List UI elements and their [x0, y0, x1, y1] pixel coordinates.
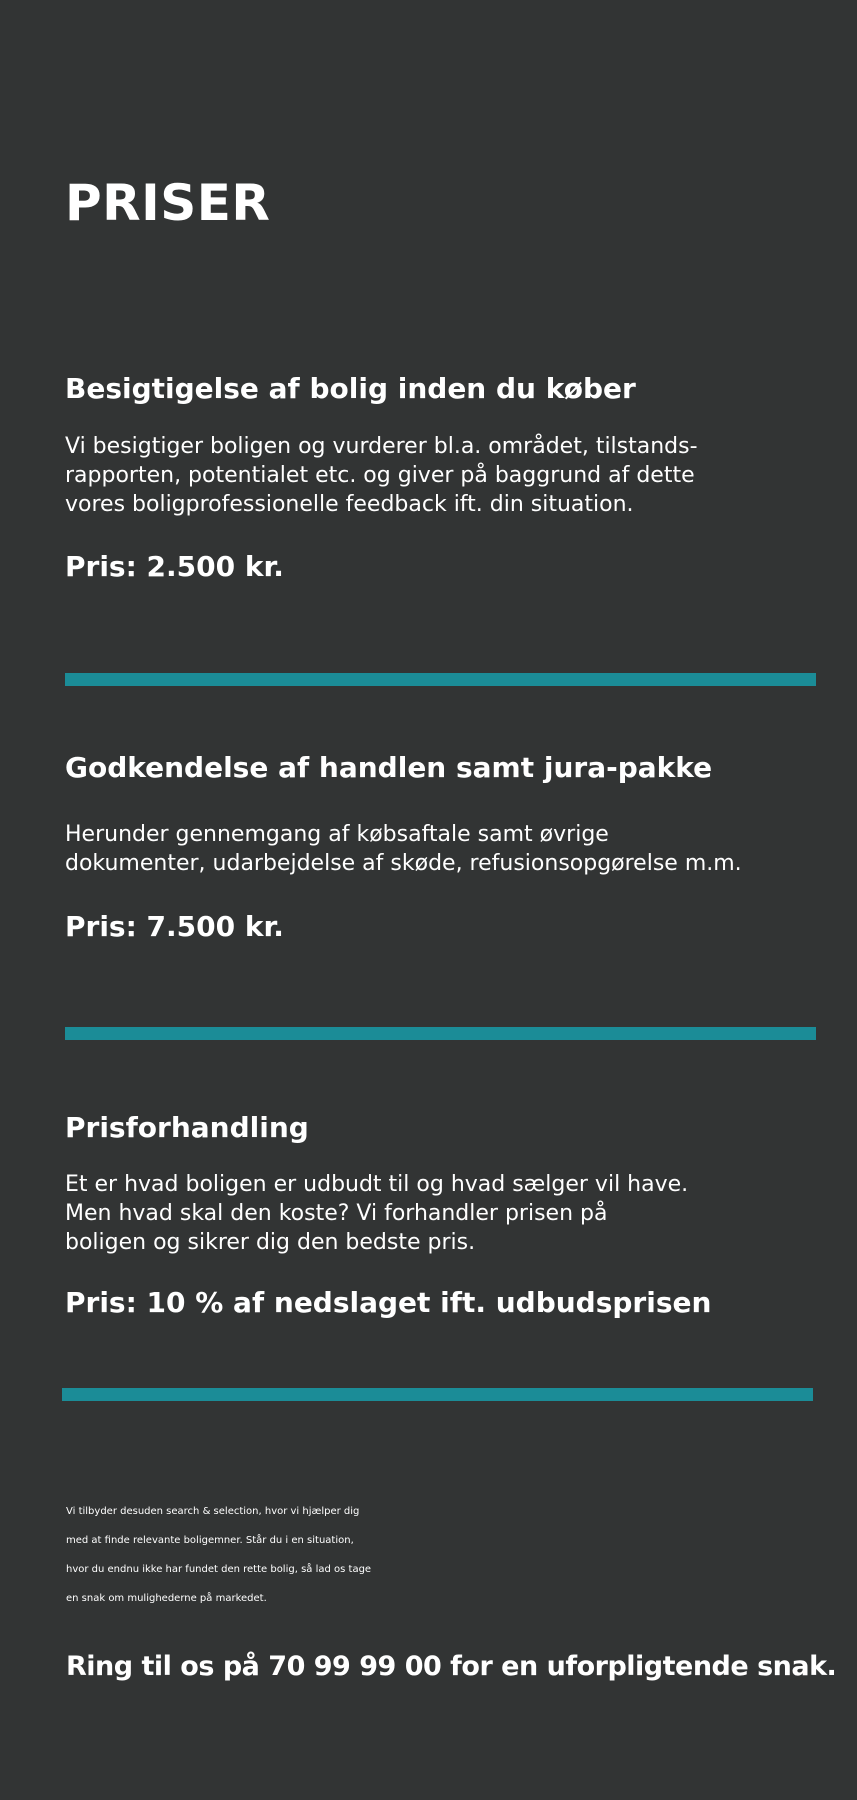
- section-price: Pris: 2.500 kr.: [65, 550, 284, 583]
- section-divider: [65, 1027, 816, 1040]
- footer-line: hvor du endnu ikke har fundet den rette bolig, så lad os tage: [66, 1564, 372, 1575]
- description-line: vores boligprofessionelle feedback ift. din situation.: [65, 492, 634, 517]
- section-description: [65, 820, 845, 878]
- description-line: boligen og sikrer dig den bedste pris.: [65, 1230, 476, 1255]
- section-divider: [65, 673, 816, 686]
- footer-line: med at finde relevante boligemner. Står du i en situation,: [66, 1535, 354, 1546]
- section-price: Pris: 10 % af nedslaget ift. udbudsprisen: [65, 1286, 712, 1319]
- description-line: rapporten, potentialet etc. og giver på baggrund af dette: [65, 463, 695, 488]
- description-line: Herunder gennemgang af købsaftale samt øvrige: [65, 822, 609, 847]
- section-heading: Besigtigelse af bolig inden du køber: [65, 372, 636, 405]
- section-divider: [62, 1388, 813, 1401]
- description-line: Et er hvad boligen er udbudt til og hvad sælger vil have.: [65, 1172, 689, 1197]
- footer-line: en snak om mulighederne på markedet.: [66, 1593, 267, 1604]
- footer-description: [66, 1497, 846, 1613]
- section-price: Pris: 7.500 kr.: [65, 910, 284, 943]
- footer-line: Vi tilbyder desuden search & selection, hvor vi hjælper dig: [66, 1506, 360, 1517]
- page-title: PRISER: [65, 174, 271, 232]
- description-line: Vi besigtiger boligen og vurderer bl.a. området, tilstands-: [65, 434, 698, 459]
- section-heading: Godkendelse af handlen samt jura-pakke: [65, 751, 713, 784]
- call-to-action: Ring til os på 70 99 99 00 for en uforpligtende snak.: [66, 1651, 837, 1682]
- description-line: dokumenter, udarbejdelse af skøde, refusionsopgørelse m.m.: [65, 851, 742, 876]
- description-line: Men hvad skal den koste? Vi forhandler prisen på: [65, 1201, 608, 1226]
- section-heading: Prisforhandling: [65, 1111, 309, 1144]
- section-description: [65, 1170, 845, 1257]
- section-description: [65, 432, 845, 519]
